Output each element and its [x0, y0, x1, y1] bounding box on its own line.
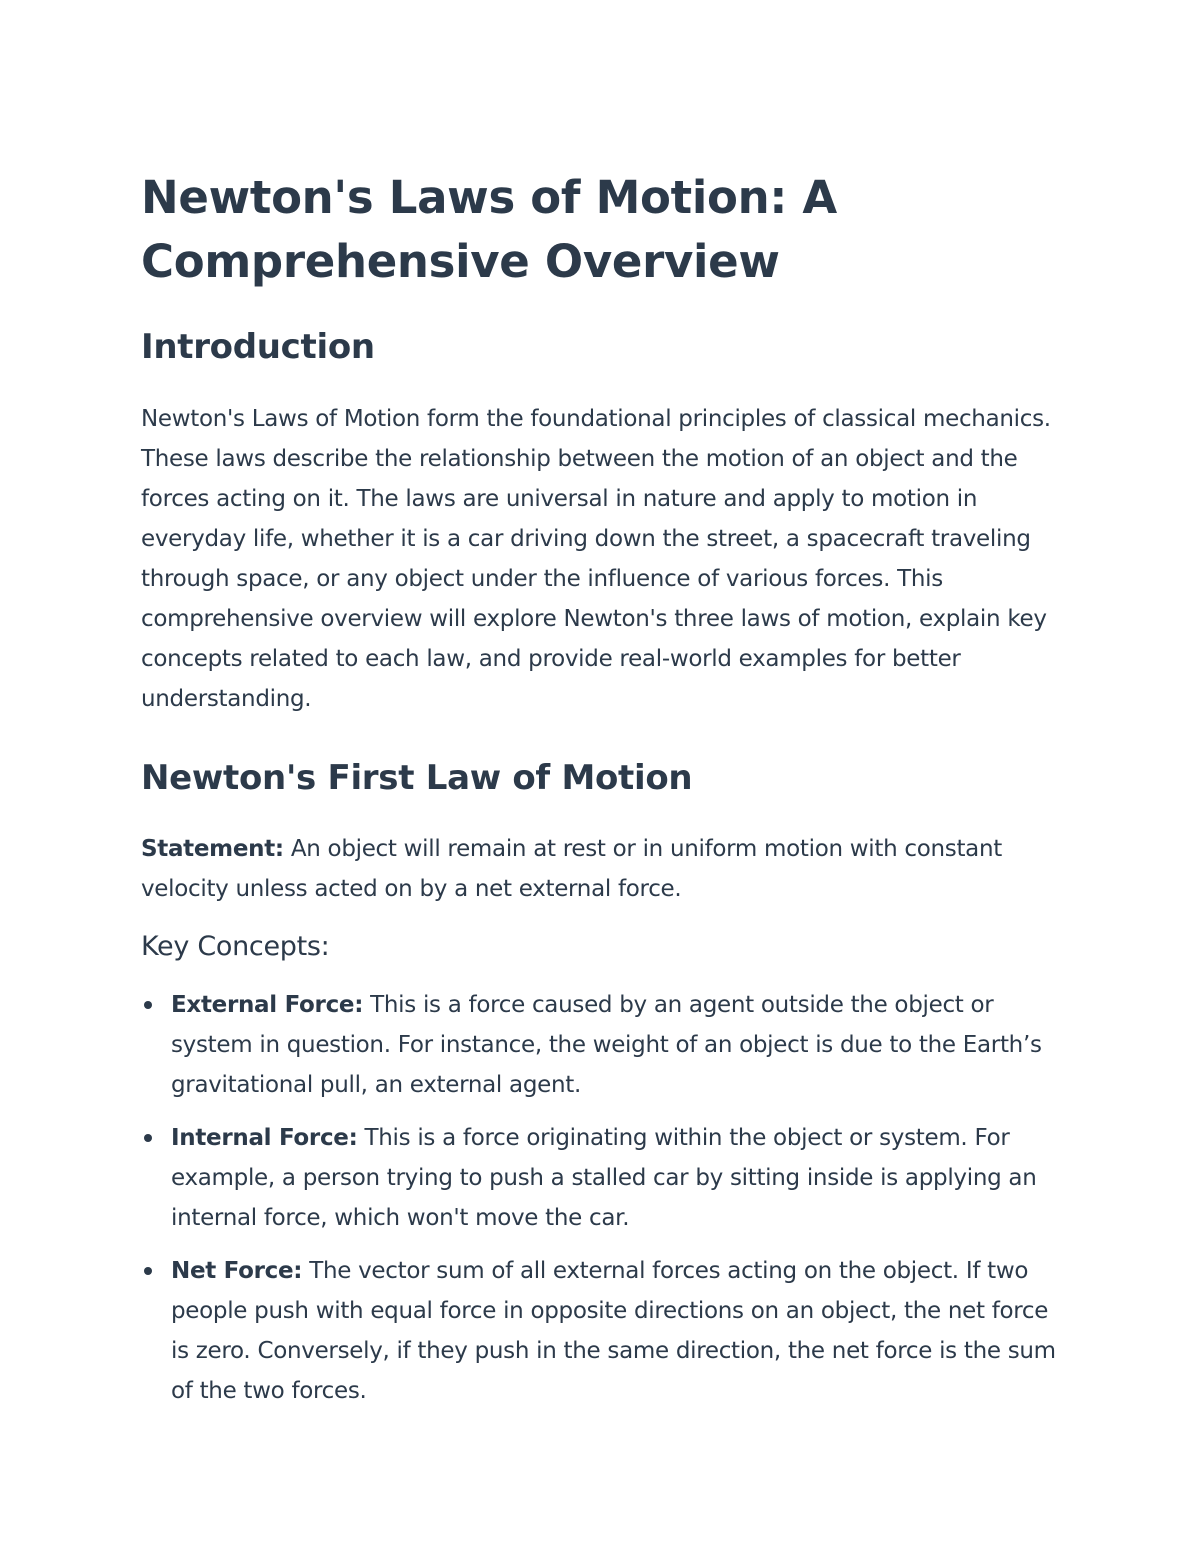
statement-text: An object will remain at rest or in uniform motion with constant velocity unless acted on by a net external force. — [141, 836, 1002, 902]
concept-term: Internal Force: — [171, 1125, 358, 1151]
bullet-icon — [144, 1001, 152, 1009]
key-concepts-list — [141, 985, 1060, 1411]
document-title: Newton's Laws of Motion: A Comprehensive Overview — [141, 171, 837, 288]
key-concepts-heading: Key Concepts: — [141, 931, 330, 962]
first-law-statement — [141, 829, 1060, 909]
concept-term: External Force: — [171, 992, 364, 1018]
first-law-heading: Newton's First Law of Motion — [141, 758, 693, 798]
bullet-icon — [144, 1134, 152, 1142]
statement-label: Statement: — [141, 836, 284, 862]
introduction-paragraph: Newton's Laws of Motion form the foundational principles of classical mechanics. These laws describe the relationship between the motion of an object and the forces acting on it. The laws are universal in nature and apply to motion in everyday life, whether it is a car driving down the street, a spacecraft traveling through space, or any object under the influence of various forces. This comprehensive overview will explore Newton's three laws of motion, explain key concepts related to each law, and provide real-world examples for better understanding. — [141, 406, 1051, 712]
concept-term: Net Force: — [171, 1258, 303, 1284]
introduction-heading: Introduction — [141, 327, 375, 367]
list-item — [141, 985, 1060, 1105]
list-item — [141, 1251, 1060, 1411]
concept-text: The vector sum of all external forces acting on the object. If two people push with equal force in opposite directions on an object, the net force is zero. Conversely, if they push in the same direction, the net force is the sum of the two forces. — [171, 1258, 1056, 1404]
list-item — [141, 1118, 1060, 1238]
concept-text: This is a force originating within the object or system. For example, a person trying to push a stalled car by sitting inside is applying an internal force, which won't move the car. — [171, 1125, 1037, 1231]
bullet-icon — [144, 1267, 152, 1275]
concept-text: This is a force caused by an agent outside the object or system in question. For instance, the weight of an object is due to the Earth’s gravitational pull, an external agent. — [171, 992, 1042, 1098]
